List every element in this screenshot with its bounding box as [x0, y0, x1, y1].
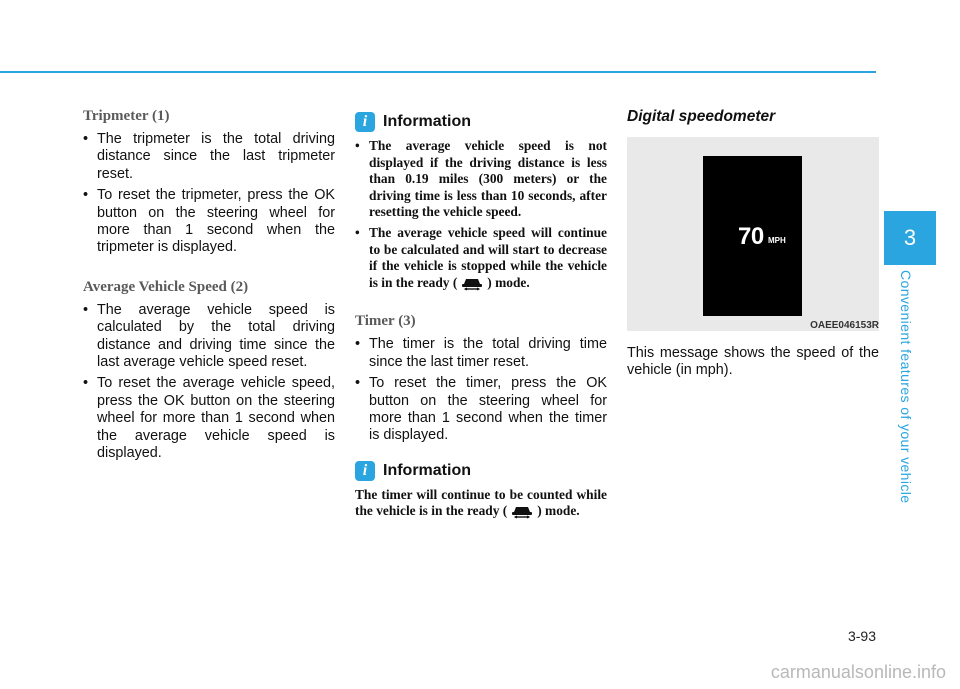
column-middle [355, 108, 607, 520]
info-text: The timer will continue to be counted while the vehicle is in the ready ( [355, 486, 607, 519]
header-rule [0, 71, 876, 73]
info-text: The average vehicle speed will continue to be calculated and will start to decrease if the vehicle is stopped while the vehicle is in the ready ( [369, 224, 607, 290]
information-icon: i [355, 461, 375, 481]
chapter-title: Convenient features of your vehicle [898, 270, 914, 504]
ready-car-icon [511, 505, 533, 519]
info-text: ) mode. [487, 274, 530, 290]
list-item: • The average vehicle speed is calculated by the total driving distance and driving time since the last average vehicle speed reset. [83, 302, 335, 372]
section-title-tripmeter: Tripmeter (1) [83, 108, 170, 124]
information-icon: i [355, 112, 375, 132]
ready-car-icon [461, 277, 483, 291]
cluster-display [703, 156, 802, 316]
average-speed-list [83, 302, 335, 463]
info-header [355, 112, 607, 132]
list-item: • The timer is the total driving time since the last timer reset. [355, 336, 607, 371]
section-title-timer: Timer (3) [355, 313, 416, 330]
section-title-digital-speedometer: Digital speedometer [627, 108, 776, 125]
list-item: • The average vehicle speed is not displayed if the driving distance is less than 0.19 miles (300 meters) or the driving time is less than 10 seconds, after resetting the vehicle speed. [355, 138, 607, 221]
info-title: Information [383, 461, 471, 479]
info-title: Information [383, 113, 471, 130]
figure-code: OAEE046153R [810, 320, 879, 331]
info-paragraph [355, 487, 607, 520]
timer-list [355, 336, 607, 444]
info-header [355, 461, 607, 481]
list-item: • To reset the tripmeter, press the OK button on the steering wheel for more than 1 second when the tripmeter is displayed. [83, 187, 335, 257]
info-text: ) mode. [537, 503, 580, 519]
column-left [83, 108, 335, 467]
speedometer-description: This message shows the speed of the vehicle (in mph). [627, 345, 879, 379]
speedometer-figure [627, 137, 879, 331]
list-item: • To reset the average vehicle speed, press the OK button on the steering wheel for more than 1 second when the average vehicle speed is displayed. [83, 375, 335, 462]
chapter-number-tab: 3 [884, 211, 936, 265]
list-item: • To reset the timer, press the OK button on the steering wheel for more than 1 second when the timer is displayed. [355, 375, 607, 445]
page-number: 3-93 [847, 628, 876, 644]
info-list [355, 138, 607, 291]
watermark: carmanualsonline.info [770, 662, 946, 682]
column-right [627, 108, 879, 380]
speed-value: 70 [738, 223, 764, 250]
section-title-average-speed: Average Vehicle Speed (2) [83, 278, 249, 295]
tripmeter-list [83, 131, 335, 257]
list-item: • The tripmeter is the total driving distance since the last tripmeter reset. [83, 131, 335, 183]
list-item [355, 225, 607, 291]
speed-unit: MPH [768, 236, 786, 245]
